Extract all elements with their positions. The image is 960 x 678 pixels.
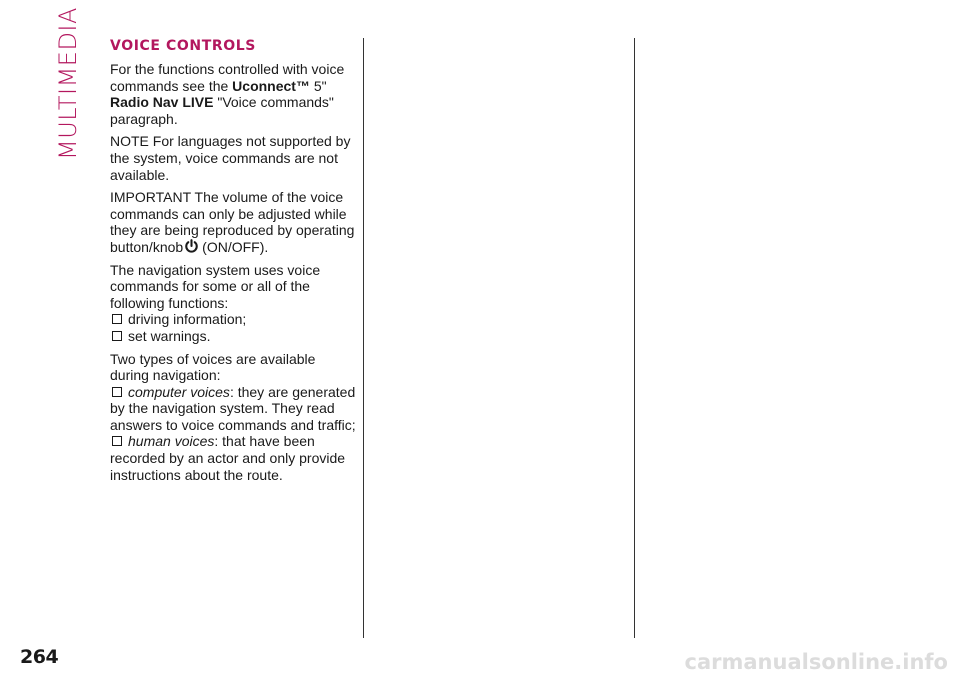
list-item-text: set warnings. [128,327,211,344]
important-text-after: (ON/OFF). [202,238,269,255]
list-item [110,384,358,434]
watermark: carmanualsonline.info [684,650,948,674]
checkbox-square-icon [112,387,122,397]
product-name-2: Radio Nav LIVE [110,94,214,111]
important-text: IMPORTANT The volume of the voice commands can only be adjusted while they are being reproduced by operating button/knob [110,189,355,255]
list-item [110,328,358,345]
column-divider-2 [634,38,635,638]
column-divider-1 [363,38,364,638]
power-icon [184,239,199,254]
voice-type-term: computer voices [128,383,230,400]
voices-block [110,351,358,484]
content-column [110,37,358,483]
checkbox-square-icon [112,314,122,324]
intro-text: For the functions controlled with voice commands see the [110,61,345,94]
page-number: 264 [20,646,59,668]
nav-intro: The navigation system uses voice commands for some or all of the following functions: [110,261,321,311]
list-item [110,433,358,483]
checkbox-square-icon [112,436,122,446]
note-paragraph: NOTE For languages not supported by the system, voice commands are not available. [110,133,351,183]
voice-type-term: human voices [128,433,215,450]
important-paragraph [110,189,358,255]
intro-paragraph [110,61,358,127]
checkbox-square-icon [112,331,122,341]
product-name: Uconnect™ [232,77,310,94]
list-item [110,311,358,328]
product-size: 5" [309,77,327,94]
voices-intro: Two types of voices are available during navigation: [110,350,316,384]
voice-type-desc: : that have been recorded by an actor and only provide instructions about the route. [110,433,346,483]
section-label: MULTIMEDIA [54,7,82,160]
voice-type-desc: : they are generated by the navigation system. They read answers to voice commands and traffic; [110,383,356,433]
functions-block [110,262,358,345]
list-item-text: driving information; [128,311,247,328]
intro-text-after: "Voice commands" paragraph. [110,94,334,127]
section-title: VOICE CONTROLS [110,38,256,54]
